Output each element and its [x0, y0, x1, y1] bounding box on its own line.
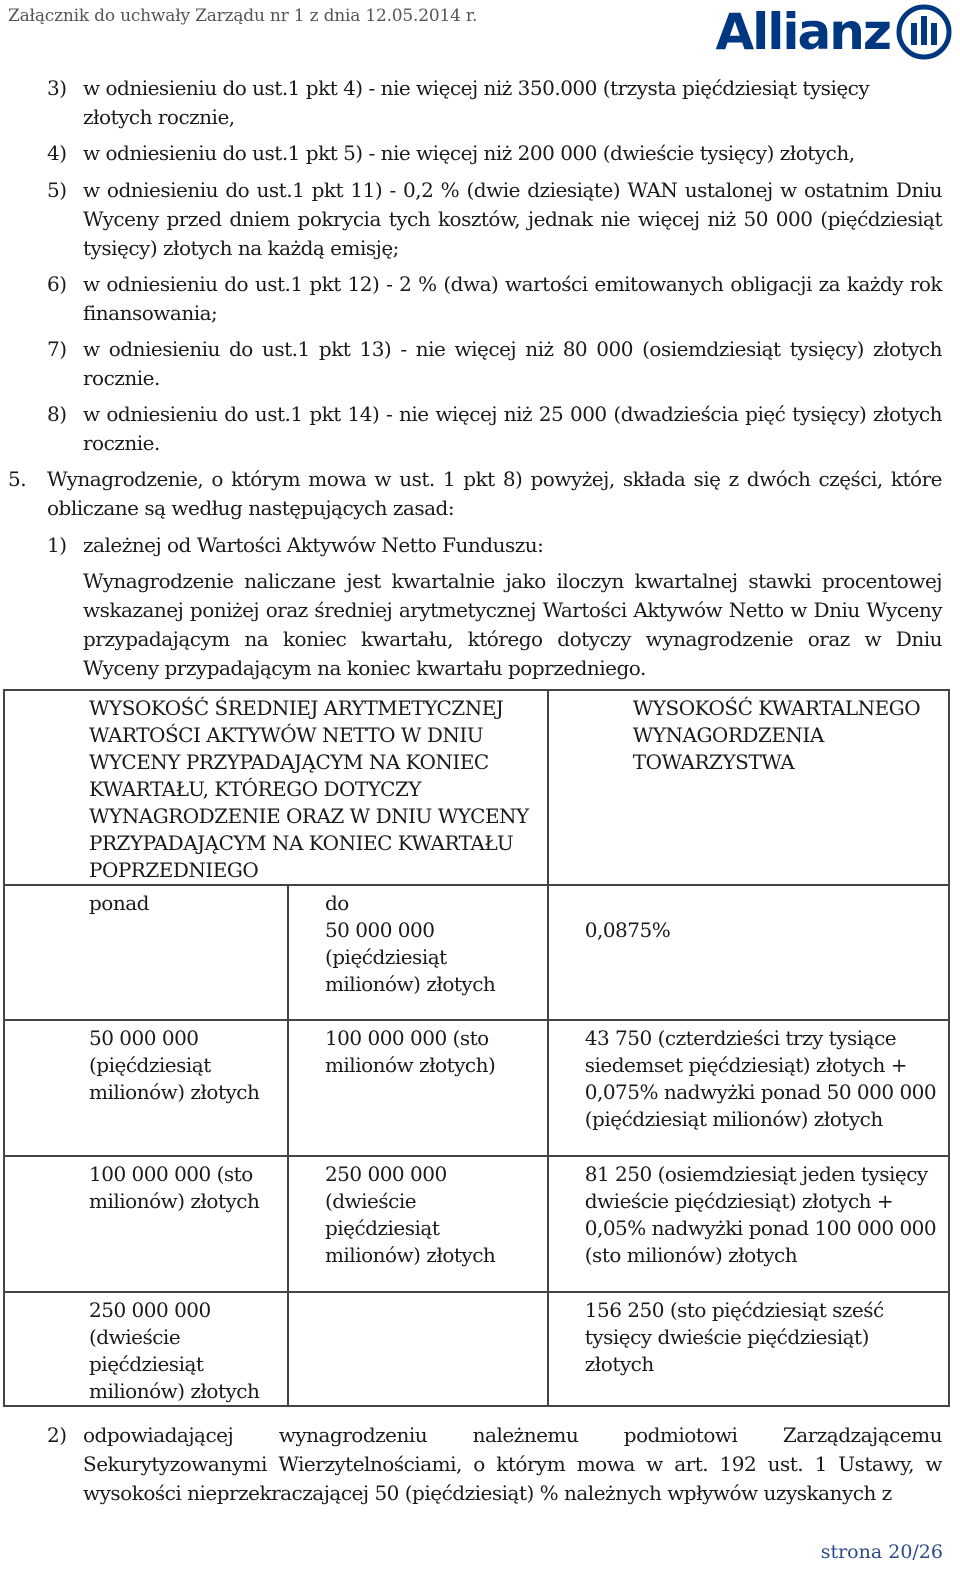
fee-table	[3, 689, 950, 1407]
allianz-logo	[715, 4, 952, 60]
list-text: w odniesieniu do ust.1 pkt 4) - nie więcej niż 350.000 (trzysta pięćdziesiąt tysięcy złotych rocznie,	[83, 76, 870, 129]
column-label-to: do	[324, 891, 349, 915]
table-row	[4, 1020, 949, 1156]
table-cell-over	[4, 1156, 288, 1292]
header-cell-nav: WYSOKOŚĆ ŚREDNIEJ ARYTMETYCZNEJ WARTOŚCI AKTYWÓW NETTO W DNIU WYCENY PRZYPADAJĄCYM NA KONIEC KWARTAŁU, KTÓREGO DOTYCZY WYNAGRODZENIE ORAZ W DNIU WYCENY PRZYPADAJĄCYM NA KONIEC KWARTAŁU POPRZEDNIEGO	[4, 690, 548, 885]
table-cell-to	[288, 1156, 548, 1292]
list-number: 8)	[47, 402, 67, 426]
table-cell-to	[288, 885, 548, 1020]
list-item	[0, 335, 960, 395]
subsection-1	[0, 531, 960, 561]
section-number: 5.	[8, 467, 27, 491]
table-cell-over	[4, 1292, 288, 1406]
list-number: 7)	[47, 337, 67, 361]
list-item	[0, 176, 960, 266]
list-text: w odniesieniu do ust.1 pkt 5) - nie więcej niż 200 000 (dwieście tysięcy) złotych,	[83, 141, 855, 165]
section-text: Wynagrodzenie, o którym mowa w ust. 1 pkt 8) powyżej, składa się z dwóch części, które obliczane są według następujących zasad:	[47, 467, 942, 520]
list-number: 4)	[47, 141, 67, 165]
paragraph-text: Wynagrodzenie naliczane jest kwartalnie jako iloczyn kwartalnej stawki procentowej wskazanej poniżej oraz średniej arytmetycznej Wartości Aktywów Netto w Dniu Wyceny przypadającym na koniec kwartału, którego dotyczy wynagrodzenie oraz w Dniu Wyceny przypadającym na koniec kwartału poprzedniego.	[83, 569, 942, 680]
cell-value: 100 000 000 (sto milionów złotych)	[324, 1026, 496, 1077]
table-cell-fee: 43 750 (czterdzieści trzy tysiące siedemset pięćdziesiąt) złotych + 0,075% nadwyżki ponad 50 000 000 (pięćdziesiąt milionów) złotych	[548, 1020, 949, 1156]
list-item	[0, 270, 960, 330]
page-header	[8, 3, 952, 68]
list-text: w odniesieniu do ust.1 pkt 13) - nie więcej niż 80 000 (osiemdziesiąt tysięcy) złotych rocznie.	[83, 337, 942, 390]
table-row	[4, 885, 949, 1020]
header-cell-fee: WYSOKOŚĆ KWARTALNEGO WYNAGORDZENIA TOWARZYSTWA	[548, 690, 949, 885]
subsection-text: odpowiadającej wynagrodzeniu należnemu podmiotowi Zarządzającemu Sekurytyzowanymi Wierzytelnościami, o którym mowa w art. 192 ust. 1 Ustawy, w wysokości nieprzekraczającej 50 (pięćdziesiąt) % należnych wpływów uzyskanych z	[83, 1423, 942, 1505]
subsection-title: zależnej od Wartości Aktywów Netto Funduszu:	[83, 533, 544, 557]
page-number: strona 20/26	[820, 1541, 943, 1563]
cell-value: 250 000 000 (dwieście pięćdziesiąt milionów) złotych	[89, 1298, 260, 1403]
list-item	[0, 139, 960, 169]
brand-name: Allianz	[715, 3, 890, 61]
cell-value: 50 000 000 (pięćdziesiąt milionów) złotych	[89, 1026, 260, 1104]
table-cell-to	[288, 1020, 548, 1156]
table-row	[4, 1292, 949, 1406]
allianz-eagle-icon	[896, 4, 952, 60]
list-item	[0, 400, 960, 460]
subsection-2	[0, 1421, 960, 1511]
cell-value: 250 000 000 (dwieście pięćdziesiąt milionów) złotych	[324, 1162, 496, 1267]
table-header-row	[4, 690, 949, 885]
subsection-1-paragraph	[0, 567, 960, 685]
cell-value: 50 000 000 (pięćdziesiąt milionów) złotych	[324, 918, 496, 996]
section-5	[0, 465, 960, 525]
cell-value: 156 250 (sto pięćdziesiąt sześć tysięcy dwieście pięćdziesiąt) złotych	[584, 1298, 884, 1376]
list-number: 3)	[47, 76, 67, 100]
cell-value: 100 000 000 (sto milionów) złotych	[89, 1162, 260, 1213]
list-number: 1)	[47, 533, 67, 557]
list-text: w odniesieniu do ust.1 pkt 14) - nie więcej niż 25 000 (dwadzieścia pięć tysięcy) złotych rocznie.	[83, 402, 942, 455]
list-number: 2)	[47, 1423, 67, 1447]
list-number: 6)	[47, 272, 67, 296]
table-cell-over	[4, 885, 288, 1020]
column-label-over: ponad	[89, 891, 149, 915]
table-cell-fee: 0,0875%	[548, 885, 949, 1020]
list-text: w odniesieniu do ust.1 pkt 11) - 0,2 % (dwie dziesiąte) WAN ustalonej w ostatnim Dniu Wyceny przed dniem pokrycia tych kosztów, jednak nie więcej niż 50 000 (pięćdziesiąt tysięcy) złotych na każdą emisję;	[83, 178, 942, 260]
table-cell-to	[288, 1292, 548, 1406]
table-row	[4, 1156, 949, 1292]
table-cell-fee: 81 250 (osiemdziesiąt jeden tysięcy dwieście pięćdziesiąt) złotych + 0,05% nadwyżki ponad 100 000 000 (sto milionów) złotych	[548, 1156, 949, 1292]
table-cell-fee	[548, 1292, 949, 1406]
attachment-title: Załącznik do uchwały Zarządu nr 1 z dnia 12.05.2014 r.	[8, 6, 478, 26]
table-cell-over	[4, 1020, 288, 1156]
list-text: w odniesieniu do ust.1 pkt 12) - 2 % (dwa) wartości emitowanych obligacji za każdy rok finansowania;	[83, 272, 942, 325]
list-number: 5)	[47, 178, 67, 202]
list-item	[0, 74, 960, 134]
